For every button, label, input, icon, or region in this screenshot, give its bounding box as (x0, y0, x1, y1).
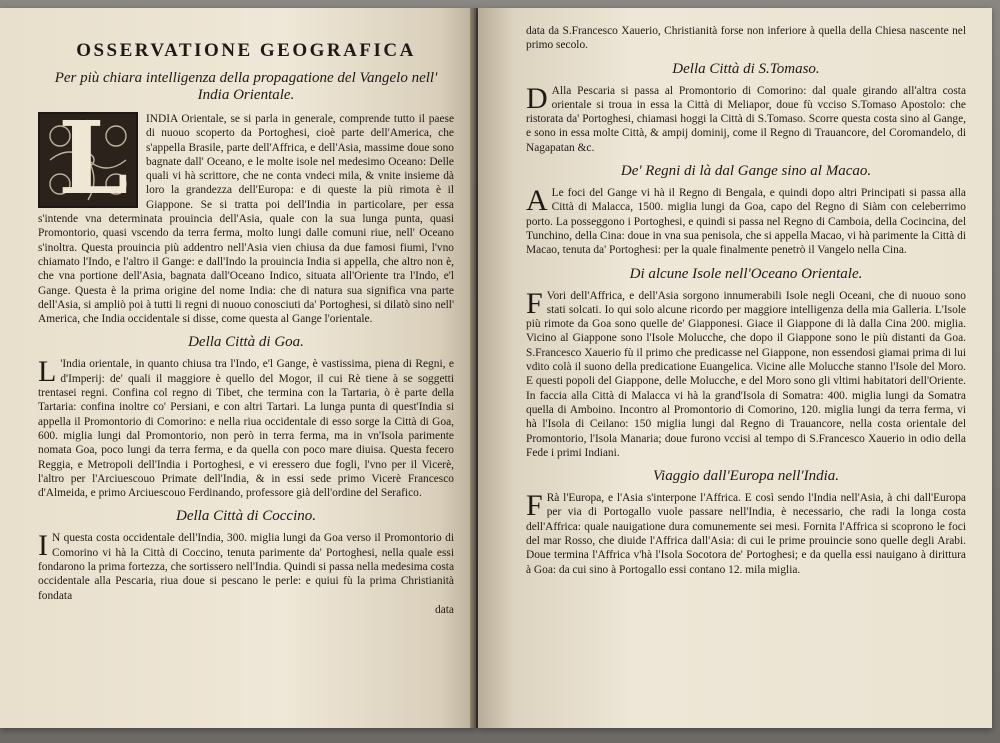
page-subtitle: Per più chiara intelligenza della propagatione del Vangelo nell' India Orientale. (54, 70, 438, 103)
section-heading-viaggio: Viaggio dall'Europa nell'India. (653, 468, 839, 485)
initial-letter: A (526, 184, 548, 218)
section-text-goa (38, 357, 454, 500)
section-text-gange (526, 186, 966, 257)
section-heading-gange: De' Regni di là dal Gange sino al Macao. (620, 163, 872, 180)
right-page (478, 8, 992, 728)
paragraph-text: 'India orientale, in quanto chiusa tra l'Indo, e'l Gange, è vastissima, piena di Regni, e d'Imperij: de' quali il maggiore è quello del Mogor, il cui Rè tiene à se soggetti trentasei regni. Confina col regno di Tibet, che termina con la Tartaria, ò è parte della Tartaria: confina inoltre co' Persiani, e con altri Tartari. La lunga punta di quest'India si appella il Promontorio di Comorino: e nella riua occidentale di esso sorge la Città di Goa, 600. miglia lungi dal Promontorio, non però in terra ferma, ma in vn'Isola parimente nomata Goa, poco lungi da terra ferma, e da quella con poco mare diuisa. Questa fecero Reggia, e Metropoli dell'India i Portoghesi, e vi eressero due fogli, l'vno per il Vicerè, l'altro per l'Arciuescouo Primate dell'India, & in essi sede primo Vicerè Francesco d'Almeida, e primo Arciuescouo Ferdinando, professore già dell'ordine del Serafico. (38, 358, 454, 500)
paragraph-text: Le foci del Gange vi hà il Regno di Bengala, e quindi dopo altri Principati si passa alla Città di Malacca, 1500. miglia lungi da Goa, capo del Regno di Siàm con celeberrimo porto. La posseggono i Portoghesi, e quindi si passa nel Regno di Camboia, della Cocincina, del Tunchino, della Cina: doue in vna sua penisola, che si appella Macao, vi hà parimente la Città di Macao, tenuta da' Portoghesi: per la quale finalmente penetrò il Vangelo nella Cina. (526, 187, 966, 257)
section-heading-coccino: Della Città di Coccino. (176, 508, 316, 525)
paragraph-text: N questa costa occidentale dell'India, 300. miglia lungi da Goa verso il Promontorio di Comorino vi hà la Città di Coccino, tenuta parimente da' Portoghesi, nella quale essi fondarono la prima fortezza, che sortissero nell'India. Quindi si passa nella medesima costa occidentale alla Pescaria, riua doue si pescano le perle: e quiui fù la prima Christianità fondata (38, 532, 454, 602)
paragraph-text: Rà l'Europa, e l'Asia s'interpone l'Affrica. E così sendo l'India nell'Asia, à chi dall'Europa per via di Portogallo vuole passare nell'India, è necessario, che radi la longa costa dell'Affrica: quale nauigatione dura comunemente sei mesi. Fornita l'Affrica si scoprono le foci del mar Rosso, che diuide l'Affrica dall'Asia: di cui le prime prouincie sono quelle degli Arabi. Doue termina l'Affrica v'hà l'Isola Socotora de' Portoghesi; e da quella essi nauigano à dirittura à Goa: da cui sino à Portogallo essi contano 12. mila miglia. (526, 492, 966, 576)
section-text-viaggio (526, 491, 966, 577)
section-text-isole (526, 286, 966, 461)
section-heading-tomaso: Della Città di S.Tomaso. (672, 60, 820, 77)
initial-letter: L (38, 355, 57, 389)
section-text-tomaso (526, 81, 966, 155)
continued-text: data da S.Francesco Xauerio, Christianità forse non inferiore à quella della Chiesa nascente nel primo secolo. (526, 25, 966, 52)
page-title: OSSERVATIONE GEOGRAFICA (76, 40, 416, 61)
paragraph-text: Vori dell'Affrica, e dell'Asia sorgono innumerabili Isole negli Oceani, che di nuouo sono stati solcati. Io qui solo alcune ricordo per maggiore intelligenza della mia Galleria. L'Isole più rimote da Goa sono quelle de' Giapponesi. Giace il Giappone di là dalla Cina 200. miglia. Vicino al Giappone sono l'Isole Molucche, che dopo il Giappone sono le più distanti da Goa. S.Francesco Xauerio fù il primo che predicasse nel Giappone, non essendosi giamai prima di lui vdito colà il suono della predicatione Euangelica. Vicine alle Molucche stanno l'Isole del Moro. E questi popoli del Giappone, delle Molucche, e del Moro sono gli vltimi habitatori dell'Oriente. In faccia alla Città di Malacca vi hà la grand'Isola di Somatra: 400. miglia lungi da Somatra quella di Amboino. Incontro al Promontorio di Comorino, 120. miglia lungi da terra ferma, vi hà l'Isola di Ceilano: 150 miglia lungi dal Regno di Trauancore, nella costa orientale del Promontorio, l'Isola Manaria; doue furono vccisi al tempo di S.Francesco Xauerio in odio della Fede i primi Indiani. (526, 289, 966, 459)
section-text-coccino (38, 531, 454, 602)
section-heading-goa: Della Città di Goa. (188, 334, 304, 351)
initial-letter: D (526, 81, 548, 115)
catchword: data (435, 603, 454, 616)
section-heading-isole: Di alcune Isole nell'Oceano Orientale. (629, 265, 863, 282)
decorated-initial (38, 99, 138, 217)
initial-letter: F (526, 286, 543, 320)
intro-text: INDIA Orientale, se si parla in generale, comprende tutto il paese di nuouo scoperto da Portoghesi, cioè parte dell'America, che s'appella Brasile, parte dell'Affrica, e dell'Asia, massime doue sono bagnate dall' Oceano, e le molte isole nel medesimo Oceano: Delle quali vi hà scrittore, che ne conta vndeci mila, & vnite insieme dà loro la grandezza dell'Europa: e di queste la più rimota è il Giappone. Se si tratta poi dell'India in particolare, per essa s'intende vna determinata prouincia dell'Asia, quale con la sua lunga punta, quasi Promontorio, quasi vscendo da terra ferma, molto lungi dalle comuni riue, nell' Oceano s'inoltra. Questa prouincia più addentro nell'Asia vien chiusa da due famosi fiumi, l'vno chiamato l'Indo, e l'altro il Gange: e dall'Indo la prouincia India si appella, che altro non è, che vna portione dell'Asia, bagnata dall'Oceano Indico, situata all'Oriente tra l'Indo, e'l Gange. Questa è la prima origine del nome India: che di natura sua significa vna parte dell'Asia, si ampliò poi à tutti li regni di nuouo conosciuti da' Portoghesi, si dilatò sino nell' America, che India occidentale si disse, come questa al Gange l'orientale. (38, 113, 454, 326)
left-page (0, 8, 476, 728)
paragraph-text: Alla Pescaria si passa al Promontorio di Comorino: dal quale girando all'altra costa orientale si troua in essa la Città di Meliapor, doue fù vcciso S.Tomaso Apostolo: che ristorata da' Portoghesi, chiamasi hoggi la Città di S.Tomaso. Scorre questa costa sino al Gange, e sono in essa molte Città, & ampij dominij, come il Regno di Trauancore, del Coromandelo, di Nagapatan &c. (526, 84, 966, 154)
drop-cap-letter: L (58, 99, 129, 217)
initial-letter: F (526, 489, 543, 523)
intro-paragraph (38, 99, 454, 326)
initial-letter: I (38, 529, 48, 563)
